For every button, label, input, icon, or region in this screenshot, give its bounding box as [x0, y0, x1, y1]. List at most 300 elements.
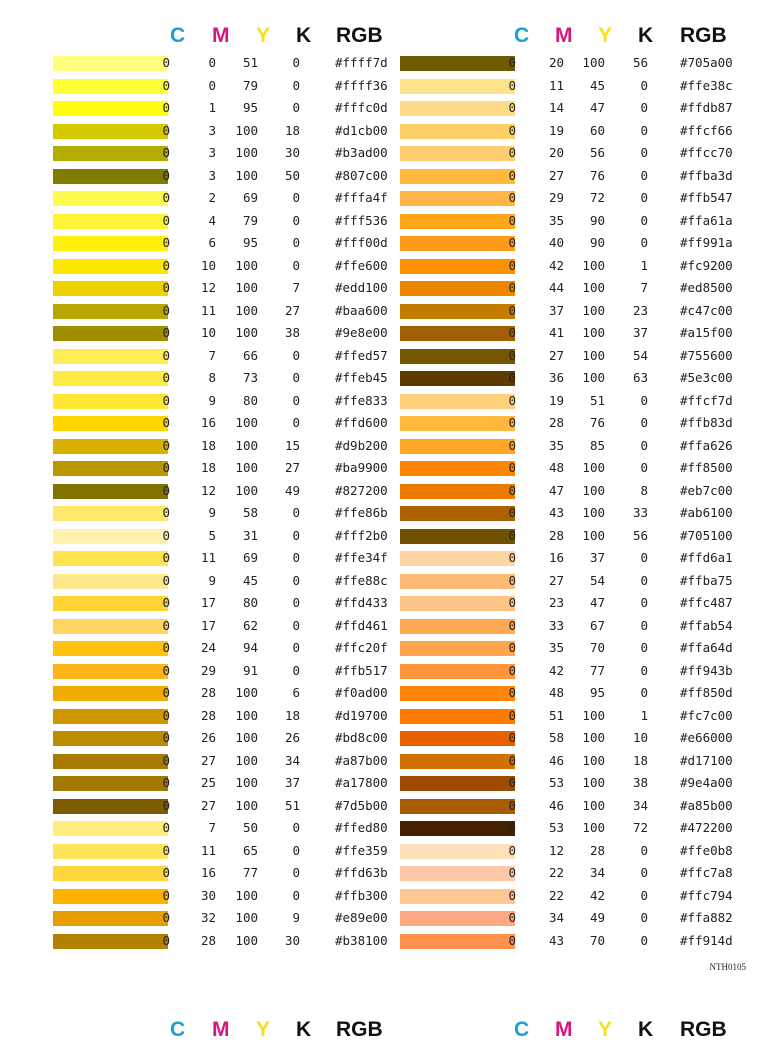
cyan-value: 0 — [162, 752, 170, 768]
black-value: 15 — [284, 437, 300, 453]
cyan-value: 0 — [508, 212, 516, 228]
black-value: 0 — [640, 550, 648, 565]
header-m: M — [212, 24, 230, 47]
black-value: 0 — [292, 392, 300, 408]
rgb-hex-value: #ff943b — [680, 662, 733, 678]
magenta-value: 28 — [200, 685, 216, 700]
rgb-hex-value: #ffe600 — [335, 257, 388, 273]
swatch-row — [0, 480, 768, 503]
black-value: 0 — [640, 842, 648, 858]
rgb-hex-value: #d17100 — [680, 752, 733, 768]
rgb-hex-value: #472200 — [680, 820, 733, 835]
rgb-hex-value: #ffcf66 — [680, 122, 733, 138]
black-value: 34 — [284, 752, 300, 768]
rgb-hex-value: #fff2b0 — [335, 527, 388, 543]
swatch-row — [0, 682, 768, 705]
yellow-value: 77 — [589, 662, 605, 678]
magenta-value: 8 — [208, 370, 216, 385]
cyan-value: 0 — [162, 527, 170, 543]
magenta-value: 17 — [200, 595, 216, 610]
swatch-row — [0, 772, 768, 795]
yellow-value: 65 — [242, 842, 258, 858]
black-value: 0 — [640, 932, 648, 948]
swatch-row — [0, 390, 768, 413]
cyan-value: 0 — [508, 370, 516, 385]
rgb-hex-value: #baa600 — [335, 302, 388, 318]
rgb-hex-value: #ffff7d — [335, 55, 388, 70]
magenta-value: 9 — [208, 392, 216, 408]
swatch-row — [0, 232, 768, 255]
rgb-hex-value: #ffcc70 — [680, 145, 733, 160]
swatch-row — [0, 862, 768, 885]
cyan-value: 0 — [508, 280, 516, 295]
header-k: K — [296, 24, 312, 47]
black-value: 8 — [640, 482, 648, 498]
swatch-row — [0, 187, 768, 210]
black-value: 0 — [292, 55, 300, 70]
black-value: 33 — [632, 505, 648, 520]
yellow-value: 47 — [589, 595, 605, 610]
rgb-hex-value: #ffd600 — [335, 415, 388, 430]
rgb-hex-value: #ffa626 — [680, 437, 733, 453]
black-value: 0 — [292, 347, 300, 363]
black-value: 7 — [640, 280, 648, 295]
cyan-value: 0 — [508, 302, 516, 318]
yellow-value: 100 — [235, 707, 258, 723]
magenta-value: 14 — [548, 100, 564, 115]
black-value: 0 — [292, 842, 300, 858]
yellow-value: 100 — [582, 730, 605, 745]
magenta-value: 44 — [548, 280, 564, 295]
rgb-hex-value: #ed8500 — [680, 280, 733, 295]
cyan-value: 0 — [162, 302, 170, 318]
yellow-value: 37 — [589, 550, 605, 565]
black-value: 72 — [632, 820, 648, 835]
swatch-row — [0, 727, 768, 750]
magenta-value: 12 — [200, 482, 216, 498]
black-value: 0 — [292, 370, 300, 385]
swatch-row — [0, 322, 768, 345]
cyan-value: 0 — [162, 707, 170, 723]
cyan-value: 0 — [508, 662, 516, 678]
swatch-row — [0, 592, 768, 615]
rgb-hex-value: #ffa61a — [680, 212, 733, 228]
yellow-value: 100 — [235, 415, 258, 430]
cyan-value: 0 — [162, 257, 170, 273]
cyan-value: 0 — [508, 167, 516, 183]
magenta-value: 20 — [548, 145, 564, 160]
magenta-value: 42 — [548, 257, 564, 273]
magenta-value: 9 — [208, 572, 216, 588]
magenta-value: 28 — [200, 932, 216, 948]
yellow-value: 76 — [589, 167, 605, 183]
rgb-hex-value: #ffc487 — [680, 595, 733, 610]
rgb-hex-value: #a17800 — [335, 775, 388, 790]
rgb-hex-value: #ffe0b8 — [680, 842, 733, 858]
cyan-value: 0 — [508, 887, 516, 903]
cyan-value: 0 — [162, 550, 170, 565]
rgb-hex-value: #ffcf7d — [680, 392, 733, 408]
black-value: 0 — [640, 77, 648, 93]
swatch-row — [0, 525, 768, 548]
magenta-value: 28 — [548, 527, 564, 543]
yellow-value: 100 — [235, 122, 258, 138]
rgb-hex-value: #fff536 — [335, 212, 388, 228]
swatch-row — [0, 817, 768, 840]
yellow-value: 42 — [589, 887, 605, 903]
swatch-row — [0, 412, 768, 435]
rgb-hex-value: #e89e00 — [335, 910, 388, 925]
cyan-value: 0 — [162, 617, 170, 633]
yellow-value: 100 — [582, 347, 605, 363]
cyan-value: 0 — [508, 595, 516, 610]
magenta-value: 1 — [208, 100, 216, 115]
yellow-value: 45 — [589, 77, 605, 93]
black-value: 26 — [284, 730, 300, 745]
black-value: 56 — [632, 527, 648, 543]
black-value: 0 — [640, 392, 648, 408]
cyan-value: 0 — [162, 437, 170, 453]
swatch-row — [0, 435, 768, 458]
magenta-value: 35 — [548, 437, 564, 453]
black-value: 56 — [632, 55, 648, 70]
cyan-value: 0 — [508, 77, 516, 93]
swatch-row — [0, 300, 768, 323]
black-value: 0 — [640, 122, 648, 138]
black-value: 37 — [284, 775, 300, 790]
magenta-value: 58 — [548, 730, 564, 745]
yellow-value: 80 — [242, 595, 258, 610]
header-y: Y — [256, 24, 271, 47]
black-value: 0 — [640, 437, 648, 453]
rgb-hex-value: #5e3c00 — [680, 370, 733, 385]
magenta-value: 19 — [548, 122, 564, 138]
cyan-value: 0 — [508, 752, 516, 768]
black-value: 0 — [292, 865, 300, 880]
header-rgb: RGB — [680, 24, 727, 47]
rgb-hex-value: #edd100 — [335, 280, 388, 295]
yellow-value: 79 — [242, 212, 258, 228]
rgb-hex-value: #d19700 — [335, 707, 388, 723]
cyan-value: 0 — [508, 415, 516, 430]
magenta-value: 41 — [548, 325, 564, 340]
cyan-value: 0 — [508, 730, 516, 745]
cyan-value: 0 — [508, 820, 516, 835]
magenta-value: 11 — [200, 550, 216, 565]
yellow-value: 100 — [235, 145, 258, 160]
cyan-value: 0 — [162, 820, 170, 835]
rgb-hex-value: #ffd6a1 — [680, 550, 733, 565]
rgb-hex-value: #eb7c00 — [680, 482, 733, 498]
swatch-row — [0, 255, 768, 278]
swatch-row — [0, 705, 768, 728]
page-code: NTH0105 — [709, 962, 746, 972]
yellow-value: 34 — [589, 865, 605, 880]
cyan-value: 0 — [508, 842, 516, 858]
yellow-value: 69 — [242, 190, 258, 205]
yellow-value: 100 — [235, 257, 258, 273]
header-rgb: RGB — [336, 24, 383, 47]
magenta-value: 3 — [208, 167, 216, 183]
magenta-value: 16 — [200, 415, 216, 430]
header-rgb: RGB — [336, 1018, 383, 1041]
yellow-value: 73 — [242, 370, 258, 385]
swatch-row — [0, 345, 768, 368]
cyan-value: 0 — [508, 235, 516, 250]
black-value: 0 — [292, 257, 300, 273]
yellow-value: 100 — [235, 167, 258, 183]
rgb-hex-value: #ffa882 — [680, 910, 733, 925]
magenta-value: 47 — [548, 482, 564, 498]
yellow-value: 100 — [235, 325, 258, 340]
black-value: 0 — [640, 640, 648, 655]
cyan-value: 0 — [162, 662, 170, 678]
yellow-value: 49 — [589, 910, 605, 925]
rgb-hex-value: #a85b00 — [680, 797, 733, 813]
cyan-value: 0 — [508, 707, 516, 723]
black-value: 0 — [640, 460, 648, 475]
rgb-hex-value: #ffff36 — [335, 77, 388, 93]
rgb-hex-value: #ffc20f — [335, 640, 388, 655]
rgb-hex-value: #705100 — [680, 527, 733, 543]
yellow-value: 100 — [582, 257, 605, 273]
black-value: 0 — [640, 910, 648, 925]
yellow-value: 95 — [242, 235, 258, 250]
header-k: K — [638, 24, 654, 47]
magenta-value: 3 — [208, 145, 216, 160]
rgb-hex-value: #ab6100 — [680, 505, 733, 520]
rgb-hex-value: #807c00 — [335, 167, 388, 183]
magenta-value: 29 — [548, 190, 564, 205]
magenta-value: 16 — [200, 865, 216, 880]
swatch-row — [0, 615, 768, 638]
cyan-value: 0 — [162, 910, 170, 925]
black-value: 0 — [640, 865, 648, 880]
black-value: 0 — [640, 685, 648, 700]
yellow-value: 60 — [589, 122, 605, 138]
black-value: 7 — [292, 280, 300, 295]
cyan-value: 0 — [508, 910, 516, 925]
black-value: 23 — [632, 302, 648, 318]
black-value: 0 — [292, 595, 300, 610]
magenta-value: 32 — [200, 910, 216, 925]
black-value: 10 — [632, 730, 648, 745]
swatch-row — [0, 165, 768, 188]
rgb-hex-value: #ffc794 — [680, 887, 733, 903]
rgb-hex-value: #755600 — [680, 347, 733, 363]
black-value: 18 — [284, 707, 300, 723]
swatch-row — [0, 750, 768, 773]
magenta-value: 5 — [208, 527, 216, 543]
cyan-value: 0 — [508, 572, 516, 588]
swatch-row — [0, 52, 768, 75]
rgb-hex-value: #ffe88c — [335, 572, 388, 588]
black-value: 0 — [640, 572, 648, 588]
magenta-value: 27 — [548, 167, 564, 183]
magenta-value: 16 — [548, 550, 564, 565]
magenta-value: 17 — [200, 617, 216, 633]
black-value: 38 — [284, 325, 300, 340]
black-value: 0 — [292, 212, 300, 228]
black-value: 0 — [640, 662, 648, 678]
black-value: 30 — [284, 932, 300, 948]
black-value: 0 — [292, 550, 300, 565]
rgb-hex-value: #ffdb87 — [680, 100, 733, 115]
black-value: 38 — [632, 775, 648, 790]
cyan-value: 0 — [162, 797, 170, 813]
rgb-hex-value: #ffed57 — [335, 347, 388, 363]
cyan-value: 0 — [162, 865, 170, 880]
cyan-value: 0 — [162, 347, 170, 363]
cyan-value: 0 — [508, 55, 516, 70]
yellow-value: 70 — [589, 932, 605, 948]
header-m: M — [555, 24, 573, 47]
swatch-row — [0, 795, 768, 818]
cyan-value: 0 — [162, 730, 170, 745]
cyan-value: 0 — [508, 325, 516, 340]
rgb-hex-value: #d9b200 — [335, 437, 388, 453]
yellow-value: 51 — [242, 55, 258, 70]
yellow-value: 100 — [235, 280, 258, 295]
rgb-hex-value: #9e8e00 — [335, 325, 388, 340]
black-value: 0 — [292, 887, 300, 903]
cyan-value: 0 — [162, 595, 170, 610]
black-value: 63 — [632, 370, 648, 385]
black-value: 0 — [292, 572, 300, 588]
black-value: 37 — [632, 325, 648, 340]
magenta-value: 51 — [548, 707, 564, 723]
cyan-value: 0 — [508, 347, 516, 363]
black-value: 54 — [632, 347, 648, 363]
magenta-value: 37 — [548, 302, 564, 318]
black-value: 0 — [640, 887, 648, 903]
swatch-row — [0, 907, 768, 930]
rgb-hex-value: #827200 — [335, 482, 388, 498]
yellow-value: 28 — [589, 842, 605, 858]
cyan-value: 0 — [508, 190, 516, 205]
rgb-hex-value: #ffba3d — [680, 167, 733, 183]
rgb-hex-value: #b3ad00 — [335, 145, 388, 160]
swatch-row — [0, 547, 768, 570]
yellow-value: 45 — [242, 572, 258, 588]
swatch-row — [0, 570, 768, 593]
rgb-hex-value: #ffe38c — [680, 77, 733, 93]
black-value: 1 — [640, 707, 648, 723]
yellow-value: 100 — [582, 505, 605, 520]
swatch-row — [0, 457, 768, 480]
yellow-value: 100 — [235, 730, 258, 745]
black-value: 34 — [632, 797, 648, 813]
swatch-row — [0, 142, 768, 165]
header-y: Y — [598, 24, 613, 47]
yellow-value: 51 — [589, 392, 605, 408]
yellow-value: 100 — [582, 370, 605, 385]
magenta-value: 43 — [548, 932, 564, 948]
cyan-value: 0 — [162, 167, 170, 183]
cyan-value: 0 — [162, 190, 170, 205]
cyan-value: 0 — [162, 887, 170, 903]
swatch-row — [0, 502, 768, 525]
magenta-value: 18 — [200, 460, 216, 475]
magenta-value: 18 — [200, 437, 216, 453]
black-value: 18 — [284, 122, 300, 138]
magenta-value: 3 — [208, 122, 216, 138]
cyan-value: 0 — [508, 797, 516, 813]
cyan-value: 0 — [162, 685, 170, 700]
magenta-value: 29 — [200, 662, 216, 678]
cyan-value: 0 — [162, 572, 170, 588]
cyan-value: 0 — [162, 505, 170, 520]
yellow-value: 94 — [242, 640, 258, 655]
magenta-value: 0 — [208, 55, 216, 70]
yellow-value: 95 — [589, 685, 605, 700]
magenta-value: 19 — [548, 392, 564, 408]
swatch-row — [0, 840, 768, 863]
magenta-value: 46 — [548, 752, 564, 768]
rgb-hex-value: #e66000 — [680, 730, 733, 745]
cyan-value: 0 — [508, 257, 516, 273]
cyan-value: 0 — [508, 550, 516, 565]
yellow-value: 80 — [242, 392, 258, 408]
rgb-hex-value: #ffed80 — [335, 820, 388, 835]
rgb-hex-value: #ffb83d — [680, 415, 733, 430]
yellow-value: 47 — [589, 100, 605, 115]
yellow-value: 77 — [242, 865, 258, 880]
black-value: 51 — [284, 797, 300, 813]
cyan-value: 0 — [508, 617, 516, 633]
magenta-value: 7 — [208, 347, 216, 363]
yellow-value: 100 — [582, 527, 605, 543]
yellow-value: 100 — [235, 685, 258, 700]
swatch-row — [0, 277, 768, 300]
cyan-value: 0 — [162, 370, 170, 385]
swatch-row — [0, 367, 768, 390]
black-value: 0 — [640, 595, 648, 610]
cyan-value: 0 — [162, 235, 170, 250]
black-value: 49 — [284, 482, 300, 498]
rgb-hex-value: #c47c00 — [680, 302, 733, 318]
yellow-value: 100 — [235, 910, 258, 925]
black-value: 6 — [292, 685, 300, 700]
rgb-hex-value: #fc7c00 — [680, 707, 733, 723]
swatch-row — [0, 97, 768, 120]
rgb-hex-value: #bd8c00 — [335, 730, 388, 745]
yellow-value: 50 — [242, 820, 258, 835]
rgb-hex-value: #ffb547 — [680, 190, 733, 205]
black-value: 0 — [292, 100, 300, 115]
rgb-hex-value: #ffa64d — [680, 640, 733, 655]
black-value: 0 — [292, 77, 300, 93]
magenta-value: 0 — [208, 77, 216, 93]
magenta-value: 27 — [200, 797, 216, 813]
magenta-value: 53 — [548, 820, 564, 835]
yellow-value: 85 — [589, 437, 605, 453]
black-value: 0 — [640, 235, 648, 250]
swatch-row — [0, 210, 768, 233]
yellow-value: 100 — [235, 797, 258, 813]
header-k: K — [296, 1018, 312, 1041]
yellow-value: 76 — [589, 415, 605, 430]
header-c: C — [514, 1018, 530, 1041]
yellow-value: 70 — [589, 640, 605, 655]
cyan-value: 0 — [162, 775, 170, 790]
magenta-value: 10 — [200, 257, 216, 273]
yellow-value: 79 — [242, 77, 258, 93]
cyan-value: 0 — [508, 775, 516, 790]
swatch-row — [0, 930, 768, 953]
cyan-value: 0 — [162, 482, 170, 498]
cyan-value: 0 — [508, 122, 516, 138]
